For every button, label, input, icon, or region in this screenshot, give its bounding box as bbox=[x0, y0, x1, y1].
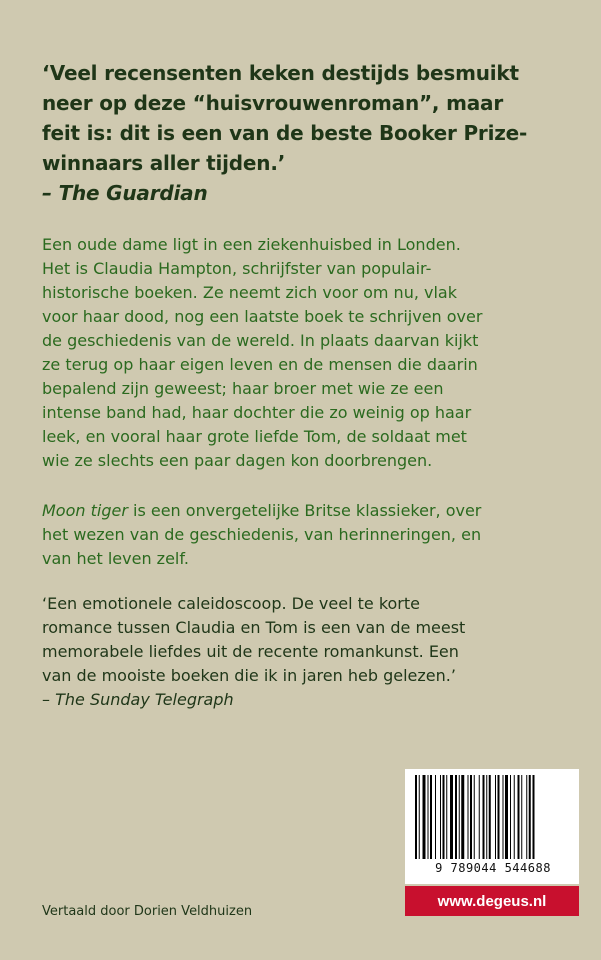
quote-line: neer op deze “huisvrouwenroman”, maar bbox=[42, 91, 503, 115]
barcode-bar bbox=[486, 775, 487, 859]
barcode-bar bbox=[489, 775, 491, 859]
quote-line: ‘Veel recensenten keken destijds besmuikt bbox=[42, 61, 519, 85]
barcode-bar bbox=[479, 775, 480, 859]
barcode-bar bbox=[470, 775, 472, 859]
quote-line: romance tussen Claudia en Tom is een van de meest bbox=[42, 618, 466, 637]
barcode-bar bbox=[415, 775, 417, 859]
barcode-bar bbox=[498, 775, 500, 859]
book-title: Moon tiger bbox=[42, 501, 128, 520]
translator-credit: Vertaald door Dorien Veldhuizen bbox=[42, 904, 253, 919]
barcode-bar bbox=[518, 775, 520, 859]
blurb-line: Een oude dame ligt in een ziekenhuisbed in Londen. bbox=[42, 235, 461, 254]
quote-line: ‘Een emotionele caleidoscoop. De veel te korte bbox=[42, 594, 420, 613]
publisher-url-badge bbox=[405, 886, 579, 916]
barcode-bar bbox=[423, 775, 426, 859]
blurb-line: voor haar dood, nog een laatste boek te schrijven over bbox=[42, 307, 483, 326]
isbn-number: 9 789044 544688 bbox=[435, 861, 551, 875]
review-quote-telegraph bbox=[42, 592, 582, 712]
quote-line: van de mooiste boeken die ik in jaren heb gelezen.’ bbox=[42, 666, 456, 685]
barcode-bar bbox=[514, 775, 515, 859]
barcode-bar bbox=[533, 775, 535, 859]
barcode-bar bbox=[455, 775, 457, 859]
quote-source: – The Guardian bbox=[42, 181, 208, 205]
barcode-bar bbox=[505, 775, 508, 859]
quote-line: winnaars aller tijden.’ bbox=[42, 151, 286, 175]
barcode-bar bbox=[503, 775, 504, 859]
blurb-paragraph-2 bbox=[42, 499, 582, 571]
barcode-bar bbox=[510, 775, 511, 859]
blurb-line: van het leven zelf. bbox=[42, 549, 189, 568]
blurb-line: de geschiedenis van de wereld. In plaats daarvan kijkt bbox=[42, 331, 479, 350]
blurb-line: leek, en vooral haar grote liefde Tom, de soldaat met bbox=[42, 427, 467, 446]
quote-source-dash: – bbox=[42, 690, 56, 709]
barcode-bar bbox=[474, 775, 475, 859]
barcode-bar bbox=[459, 775, 460, 859]
barcode-bar bbox=[521, 775, 522, 859]
blurb-line: Het is Claudia Hampton, schrijfster van populair- bbox=[42, 259, 432, 278]
quote-line: feit is: dit is een van de beste Booker Prize- bbox=[42, 121, 528, 145]
barcode-bar bbox=[495, 775, 496, 859]
barcode-bar bbox=[443, 775, 445, 859]
barcode-bar bbox=[450, 775, 453, 859]
blurb-line: is een onvergetelijke Britse klassieker, over bbox=[127, 501, 482, 520]
barcode-bar bbox=[483, 775, 485, 859]
blurb-line: bepalend zijn geweest; haar broer met wie ze een bbox=[42, 379, 444, 398]
barcode-bar bbox=[440, 775, 441, 859]
blurb-line: historische boeken. Ze neemt zich voor om nu, vlak bbox=[42, 283, 457, 302]
quote-line: memorabele liefdes uit de recente romankunst. Een bbox=[42, 642, 459, 661]
barcode-bar bbox=[435, 775, 436, 859]
barcode-bar bbox=[446, 775, 447, 859]
barcode-bar bbox=[430, 775, 432, 859]
review-quote-guardian bbox=[42, 58, 577, 208]
blurb-line: intense band had, haar dochter die zo weinig op haar bbox=[42, 403, 472, 422]
barcode-bar bbox=[428, 775, 429, 859]
barcode-bar bbox=[526, 775, 527, 859]
book-blurb bbox=[42, 233, 582, 597]
blurb-line: ze terug op haar eigen leven en de mensen die daarin bbox=[42, 355, 478, 374]
barcode-bar bbox=[419, 775, 420, 859]
quote-source bbox=[42, 688, 582, 712]
blurb-paragraph-1 bbox=[42, 233, 582, 473]
barcode bbox=[405, 769, 579, 884]
blurb-line: wie ze slechts een paar dagen kon doorbrengen. bbox=[42, 451, 433, 470]
quote-source-name: The Sunday Telegraph bbox=[55, 690, 234, 709]
barcode-bar bbox=[529, 775, 531, 859]
barcode-bar bbox=[468, 775, 469, 859]
publisher-url: www.degeus.nl bbox=[437, 892, 547, 910]
blurb-line: het wezen van de geschiedenis, van herinneringen, en bbox=[42, 525, 482, 544]
barcode-icon bbox=[415, 775, 569, 859]
barcode-bar bbox=[461, 775, 464, 859]
